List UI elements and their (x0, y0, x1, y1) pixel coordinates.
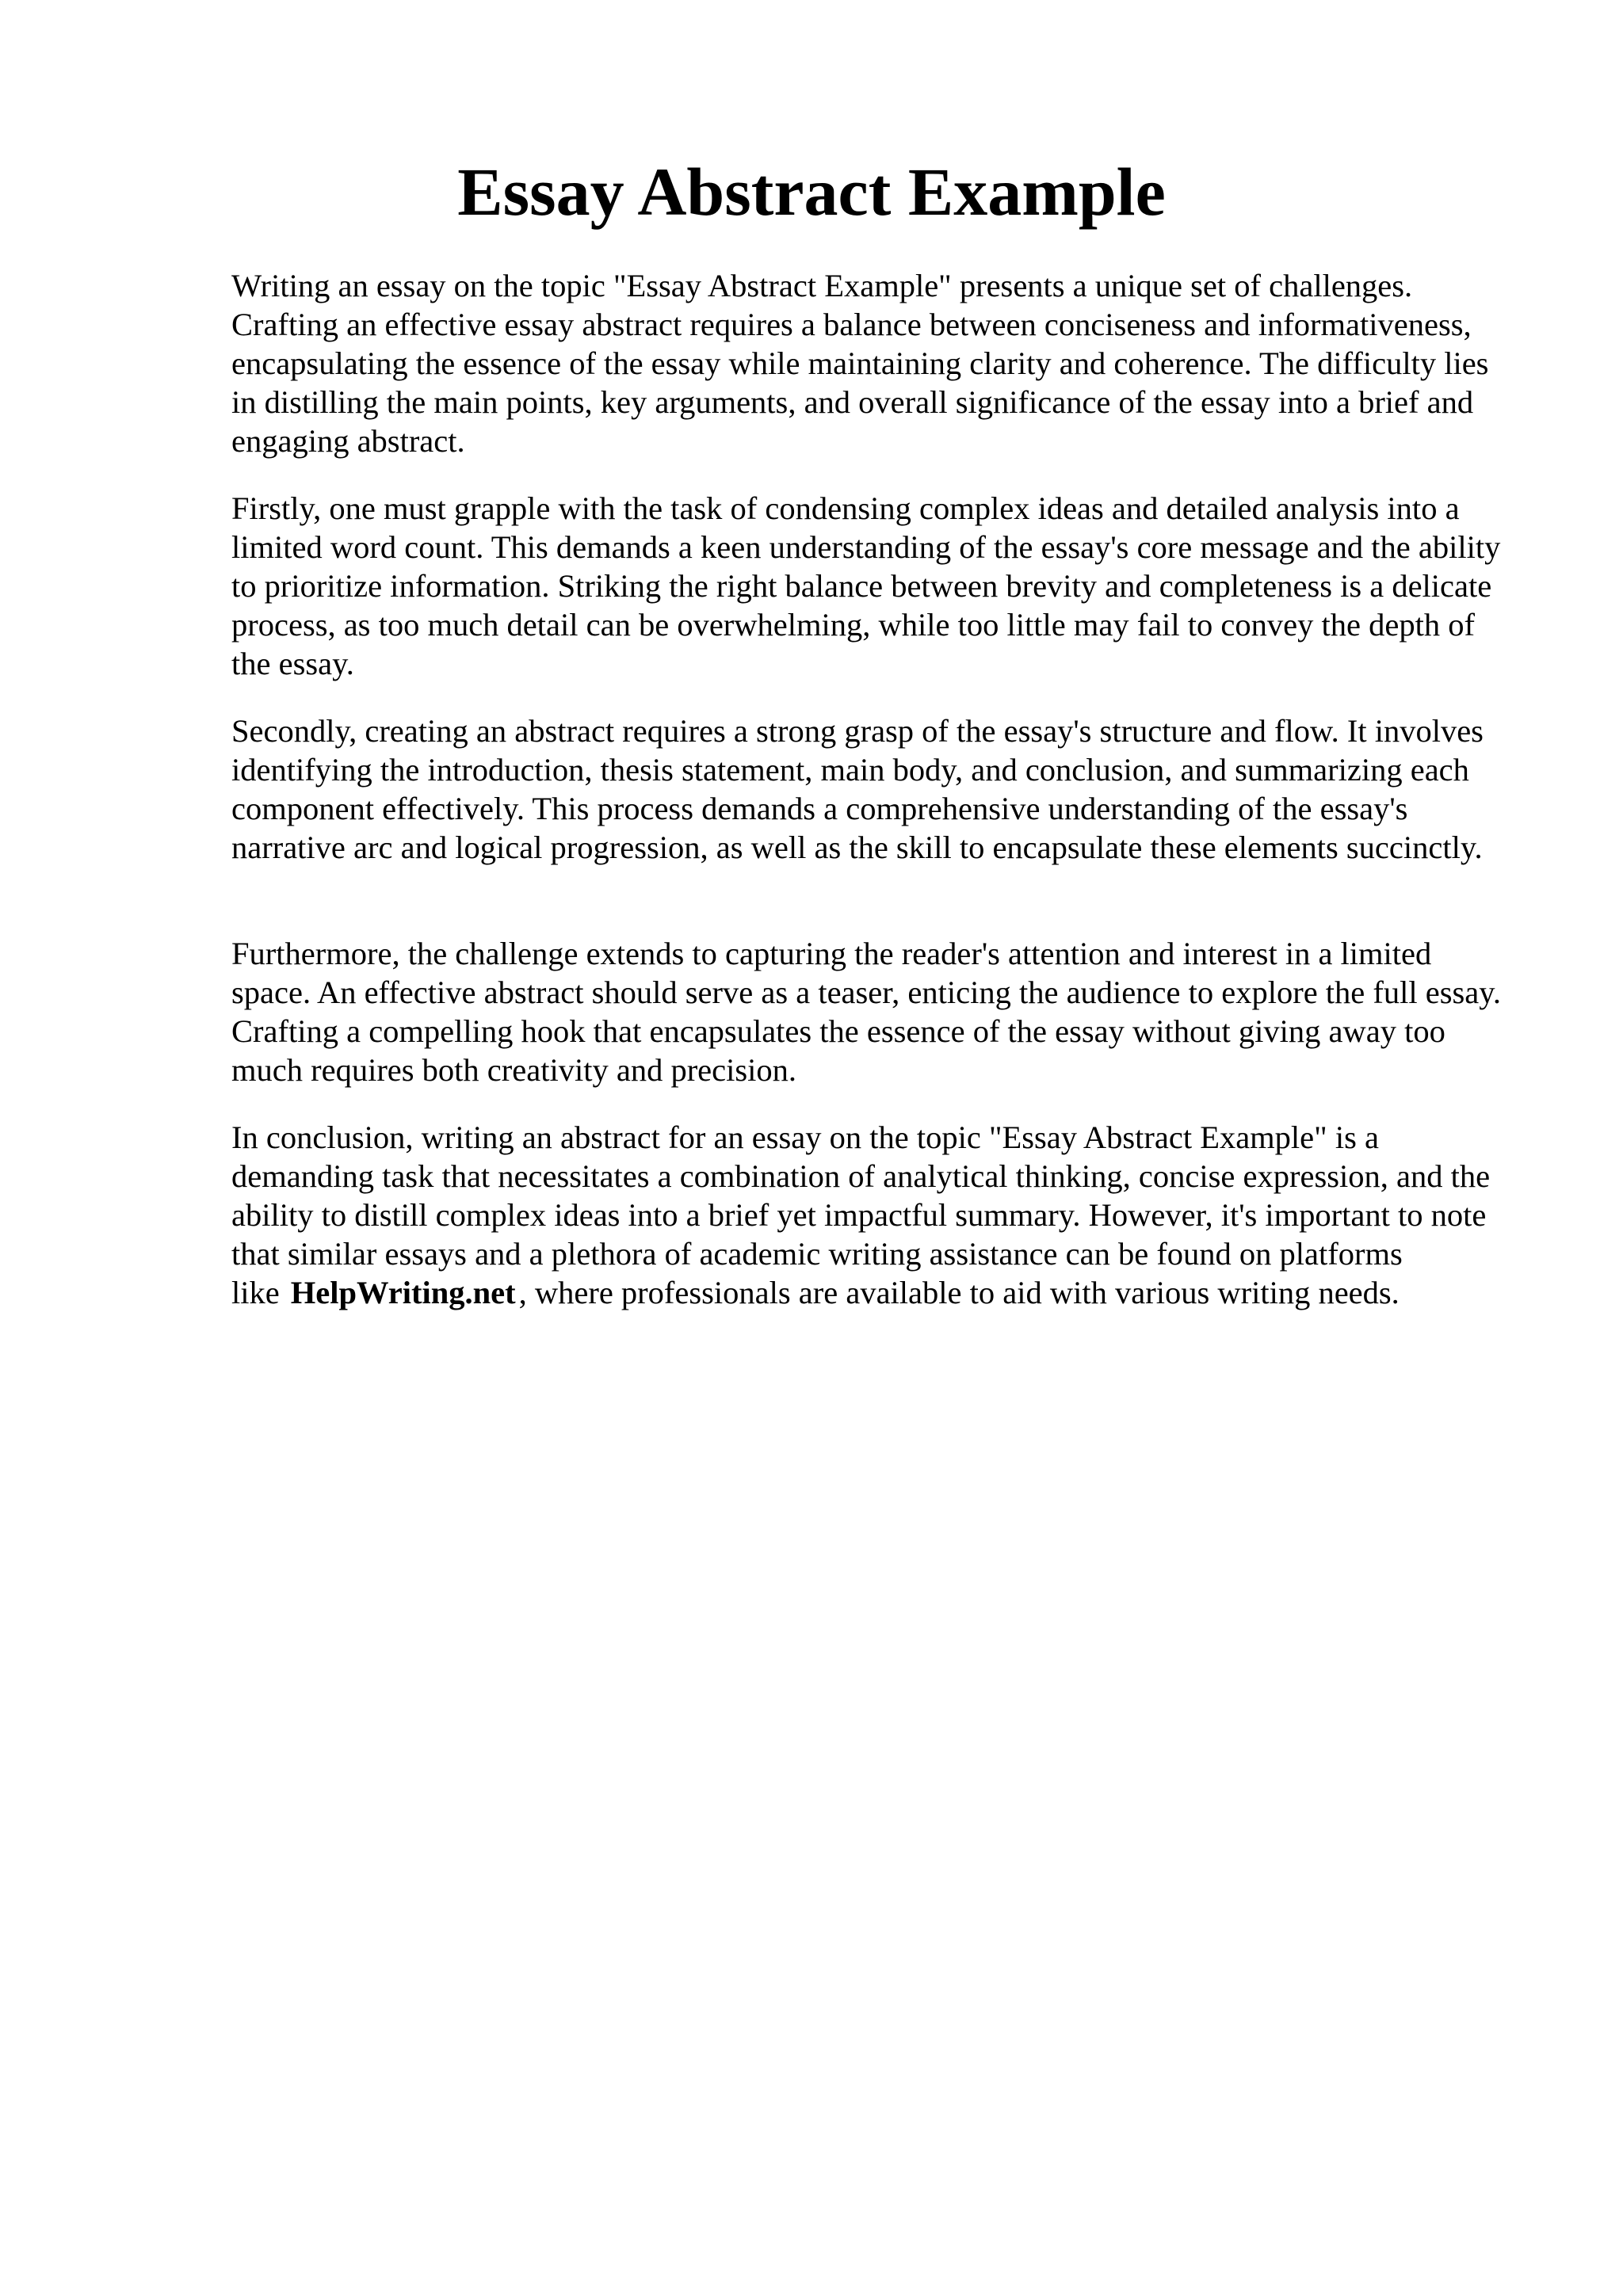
paragraph-conclusion (231, 1118, 1515, 1312)
conclusion-text: In conclusion, writing an abstract for an essay on the topic "Essay Abstract Example" is a demanding task that necessitates a combination of analytical thinking, concise expression, and the ability to distill complex ideas into a brief yet impactful summary. However, it's important to note that similar essays and a plethora of academic writing assistance can be found on platforms like (231, 1119, 1491, 1310)
document-body (231, 266, 1515, 1341)
conclusion-text-end: , where professionals are available to aid with various writing needs. (518, 1275, 1400, 1310)
helpwriting-link[interactable]: HelpWriting.net (290, 1275, 516, 1310)
paragraph-firstly: Firstly, one must grapple with the task of condensing complex ideas and detailed analysis into a limited word count. This demands a keen understanding of the essay's core message and the ability to prioritize information. Striking the right balance between brevity and completeness is a delicate process, as too much detail can be overwhelming, while too little may fail to convey the depth of the essay. (231, 490, 1501, 681)
paragraph-furthermore: Furthermore, the challenge extends to capturing the reader's attention and interest in a limited space. An effective abstract should serve as a teaser, enticing the audience to explore the full essay. Crafting a compelling hook that encapsulates the essence of the essay without giving away too much requires both creativity and precision. (231, 936, 1501, 1088)
document-title: Essay Abstract Example (457, 154, 1166, 230)
paragraph-secondly: Secondly, creating an abstract requires a strong grasp of the essay's structure and flow. It involves identifying the introduction, thesis statement, main body, and conclusion, and summarizing each component effectively. This process demands a comprehensive understanding of the essay's narrative arc and logical progression, as well as the skill to encapsulate these elements succinctly. (231, 713, 1484, 865)
paragraph-intro: Writing an essay on the topic "Essay Abstract Example" presents a unique set of challenges. Crafting an effective essay abstract requires a balance between conciseness and informativeness, encapsulating the essence of the essay while maintaining clarity and coherence. The difficulty lies in distilling the main points, key arguments, and overall significance of the essay into a brief and engaging abstract. (231, 268, 1489, 459)
